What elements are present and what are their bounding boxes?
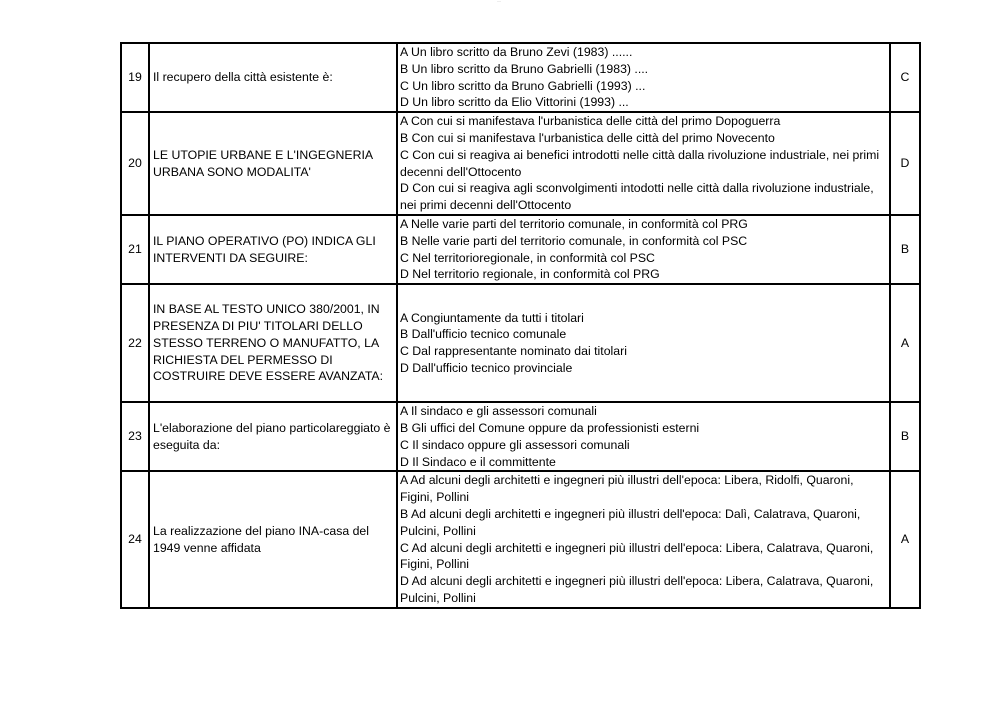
correct-answer: B bbox=[890, 215, 920, 284]
correct-answer: A bbox=[890, 284, 920, 402]
option-c: C Un libro scritto da Bruno Gabrielli (1993) ... bbox=[400, 78, 646, 93]
question-row-23 bbox=[121, 402, 920, 471]
answer-options bbox=[397, 112, 890, 215]
option-d: D Un libro scritto da Elio Vittorini (1993) ... bbox=[400, 95, 629, 110]
question-text: L'elaborazione del piano particolareggiato è eseguita da: bbox=[149, 402, 397, 471]
option-a: A Il sindaco e gli assessori comunali bbox=[400, 404, 597, 419]
question-number: 22 bbox=[121, 284, 149, 402]
quiz-table bbox=[120, 42, 921, 609]
question-text: IL PIANO OPERATIVO (PO) INDICA GLI INTERVENTI DA SEGUIRE: bbox=[149, 215, 397, 284]
question-number: 23 bbox=[121, 402, 149, 471]
question-text: LE UTOPIE URBANE E L'INGEGNERIA URBANA SONO MODALITA' bbox=[149, 112, 397, 215]
correct-answer: B bbox=[890, 402, 920, 471]
page-header-mark: — bbox=[497, 0, 501, 3]
question-number: 21 bbox=[121, 215, 149, 284]
question-row-20 bbox=[121, 112, 920, 215]
option-d: D Nel territorio regionale, in conformità col PRG bbox=[400, 267, 660, 282]
answer-options bbox=[397, 471, 890, 607]
option-b: B Ad alcuni degli architetti e ingegneri più illustri dell'epoca: Dalì, Calatrava, Quaroni, Pulcini, Pollini bbox=[400, 506, 861, 538]
option-a: A Un libro scritto da Bruno Zevi (1983) ...... bbox=[400, 45, 633, 59]
option-a: A Congiuntamente da tutti i titolari bbox=[400, 310, 584, 325]
question-row-24 bbox=[121, 471, 920, 607]
option-b: B Con cui si manifestava l'urbanistica delle città del primo Novecento bbox=[400, 130, 775, 145]
option-d: D Ad alcuni degli architetti e ingegneri più illustri dell'epoca: Libera, Calatrava, Quaroni, Pulcini, Pollini bbox=[400, 574, 874, 605]
option-a: A Ad alcuni degli architetti e ingegneri più illustri dell'epoca: Libera, Ridolfi, Quaroni, Figini, Pollini bbox=[400, 473, 854, 505]
answer-options bbox=[397, 284, 890, 402]
option-c: C Con cui si reagiva ai benefici introdotti nelle città dalla rivoluzione industriale, nei primi decenni dell'Ottocento bbox=[400, 147, 880, 179]
question-number: 20 bbox=[121, 112, 149, 215]
option-c: C Il sindaco oppure gli assessori comunali bbox=[400, 437, 630, 452]
option-d: D Il Sindaco e il committente bbox=[400, 454, 556, 469]
question-number: 19 bbox=[121, 43, 149, 112]
option-b: B Un libro scritto da Bruno Gabrielli (1983) .... bbox=[400, 61, 649, 76]
option-d: D Con cui si reagiva agli sconvolgimenti intodotti nelle città dalla rivoluzione industriale, nei primi decenni dell'Ottocento bbox=[400, 181, 874, 213]
option-d: D Dall'ufficio tecnico provinciale bbox=[400, 360, 573, 375]
answer-options bbox=[397, 402, 890, 471]
answer-options bbox=[397, 43, 890, 112]
correct-answer: D bbox=[890, 112, 920, 215]
question-text: IN BASE AL TESTO UNICO 380/2001, IN PRESENZA DI PIU' TITOLARI DELLO STESSO TERRENO O MANUFATTO, LA RICHIESTA DEL PERMESSO DI COSTRUIRE DEVE ESSERE AVANZATA: bbox=[149, 284, 397, 402]
question-row-21 bbox=[121, 215, 920, 284]
option-a: A Nelle varie parti del territorio comunale, in conformità col PRG bbox=[400, 216, 748, 231]
question-row-22 bbox=[121, 284, 920, 402]
question-row-19 bbox=[121, 43, 920, 112]
option-a: A Con cui si manifestava l'urbanistica delle città del primo Dopoguerra bbox=[400, 114, 781, 129]
option-b: B Nelle varie parti del territorio comunale, in conformità col PSC bbox=[400, 233, 748, 248]
option-c: C Ad alcuni degli architetti e ingegneri più illustri dell'epoca: Libera, Calatrava, Quaroni, Figini, Pollini bbox=[400, 540, 874, 572]
correct-answer: A bbox=[890, 471, 920, 607]
option-b: B Gli uffici del Comune oppure da professionisti esterni bbox=[400, 420, 700, 435]
option-c: C Nel territorioregionale, in conformità col PSC bbox=[400, 250, 655, 265]
option-c: C Dal rappresentante nominato dai titolari bbox=[400, 344, 627, 359]
question-text: Il recupero della città esistente è: bbox=[149, 43, 397, 112]
question-text: La realizzazione del piano INA-casa del 1949 venne affidata bbox=[149, 471, 397, 607]
option-b: B Dall'ufficio tecnico comunale bbox=[400, 327, 567, 342]
correct-answer: C bbox=[890, 43, 920, 112]
question-number: 24 bbox=[121, 471, 149, 607]
answer-options bbox=[397, 215, 890, 284]
